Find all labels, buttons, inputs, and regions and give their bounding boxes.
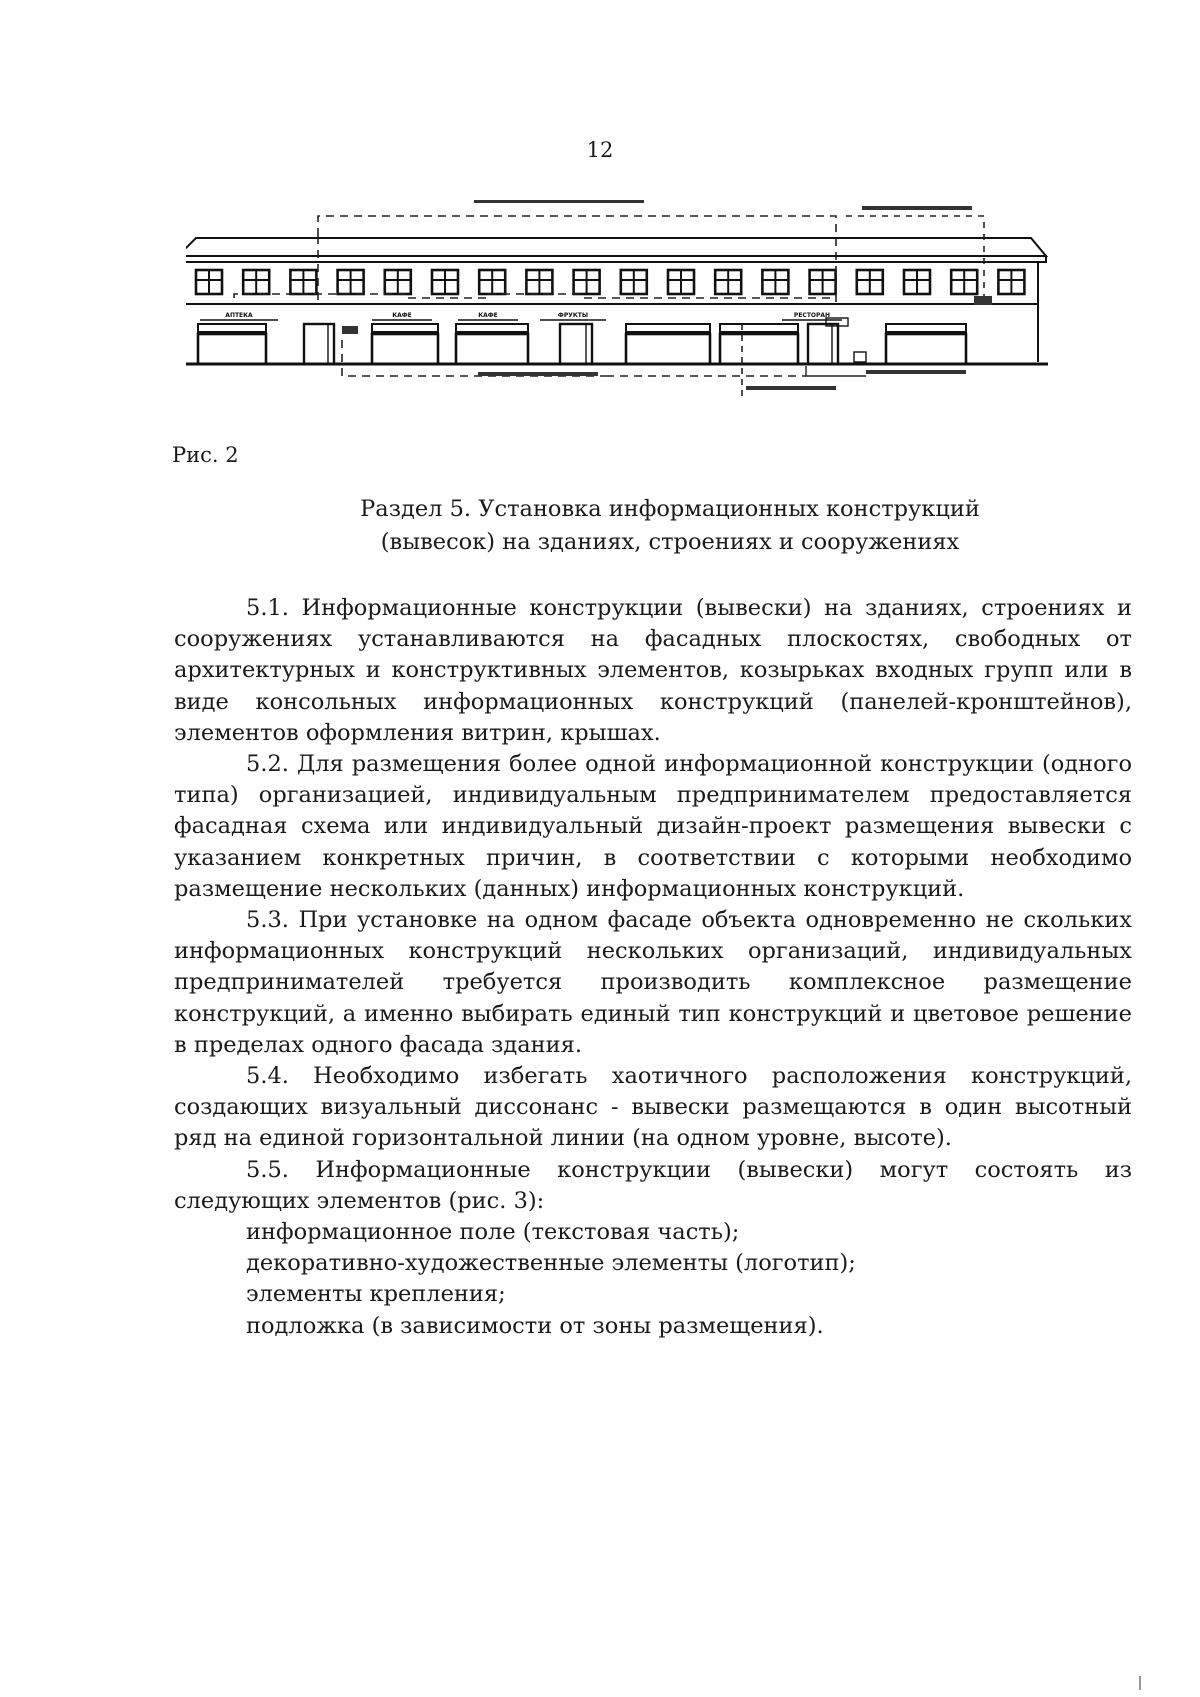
window [574, 270, 600, 294]
section-title-line-1: Раздел 5. Установка информационных конструкций [360, 496, 980, 522]
sign-label: КАФЕ [478, 312, 498, 319]
scan-margin-mark [1139, 1676, 1141, 1690]
window [904, 270, 930, 294]
storefronts [198, 318, 966, 364]
shop-window [886, 324, 966, 364]
shop-window [720, 324, 798, 364]
bottom-label-bar [478, 372, 598, 376]
window [668, 270, 694, 294]
facade-drawing [186, 200, 1086, 440]
window [621, 270, 647, 294]
window [857, 270, 883, 294]
window [338, 270, 364, 294]
document-body [174, 593, 1132, 1342]
window [810, 270, 836, 294]
zone-marker-bottom [342, 340, 606, 376]
section-title [340, 493, 1000, 559]
building-facade-figure [186, 200, 1086, 440]
sign-frukty [540, 312, 606, 320]
paragraph-5-3: 5.3. При установке на одном фасаде объекта одновременно не скольких информационных конструкций нескольких организаций, индивидуальных предпринимателей требуется производить комплексное размещение конструкций, а именно выбирать единый тип конструкций и цветовое решение в пределах одного фасада здания. [174, 907, 1132, 1058]
window [432, 270, 458, 294]
window [196, 270, 222, 294]
figure-caption: Рис. 2 [172, 443, 239, 467]
sign-kafe1 [372, 312, 432, 320]
sign-kafe2 [458, 312, 518, 320]
list-item: информационное поле (текстовая часть); [246, 1219, 740, 1246]
shop-window [198, 324, 266, 364]
window [951, 270, 977, 294]
cornice [186, 256, 1046, 262]
paragraph-5-4: 5.4. Необходимо избегать хаотичного расположения конструкций, создающих визуальный диссонанс - вывески размещаются в один высотный ряд на единой горизонтальной линии (на одном уровне, высоте). [174, 1063, 1132, 1152]
window [385, 270, 411, 294]
sign-apteka [200, 312, 278, 320]
plaque [342, 326, 358, 334]
shop-window [626, 324, 710, 364]
paragraph-5-2: 5.2. Для размещения более одной информационной конструкции (одного типа) организацией, индивидуальным предпринимателем предоставляется фасадная схема или индивидуальный дизайн-проект размещения вывески с указанием конкретных причин, в соответствии с которыми необходимо размещение нескольких (данных) информационных конструкций. [174, 751, 1132, 902]
entrance-door [808, 324, 838, 364]
paragraph-5-1: 5.1. Информационные конструкции (вывески) на зданиях, строениях и сооружениях устанавливаются на фасадных плоскостях, свободных от архитектурных и конструктивных элементов, козырьках входных групп или в виде консольных информационных конструкций (панелей-кронштейнов), элементов оформления витрин, крышах. [174, 595, 1132, 746]
list-item: элементы крепления; [246, 1281, 506, 1308]
bottom-label-bar-2 [746, 386, 836, 390]
roof-sign-bar [474, 200, 644, 203]
top-right-label-bar [862, 206, 972, 210]
window [715, 270, 741, 294]
signboards [200, 312, 842, 320]
entrance-door [304, 324, 334, 364]
sign-restoran [782, 312, 842, 320]
entrance-door [560, 324, 592, 364]
section-title-line-2: (вывесок) на зданиях, строениях и сооружениях [380, 529, 960, 555]
page-number: 12 [586, 138, 614, 162]
list-item: декоративно-художественные элементы (логотип); [246, 1250, 856, 1277]
bracket-sign [974, 296, 992, 305]
zone-marker-upper [318, 216, 836, 304]
shop-window [456, 324, 528, 364]
paragraph-5-5: 5.5. Информационные конструкции (вывески) могут состоять из следующих элементов (рис. 3): [174, 1156, 1132, 1214]
roof [186, 238, 1046, 256]
sign-label: АПТЕКА [225, 312, 253, 319]
window [762, 270, 788, 294]
sign-label: КАФЕ [392, 312, 412, 319]
window [290, 270, 316, 294]
leader-line [806, 366, 866, 376]
window [526, 270, 552, 294]
window [998, 270, 1024, 294]
list-item: подложка (в зависимости от зоны размещения). [246, 1312, 824, 1339]
window [479, 270, 505, 294]
ground-stand [854, 352, 866, 362]
bottom-right-label-bar [866, 370, 966, 374]
sign-label: РЕСТОРАН [793, 312, 831, 319]
sign-label: ФРУКТЫ [557, 312, 589, 319]
shop-window [372, 324, 438, 364]
window [243, 270, 269, 294]
upper-windows [196, 270, 1024, 294]
